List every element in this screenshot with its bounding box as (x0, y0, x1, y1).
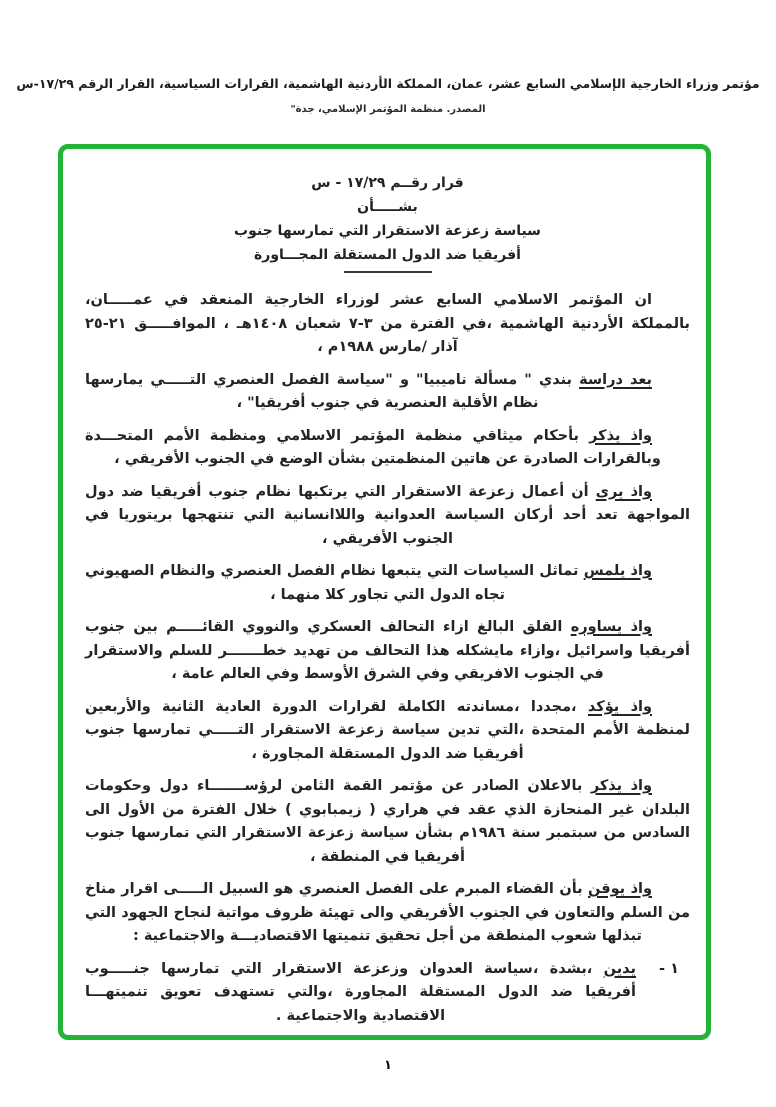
paragraph-lead: واذ يساوره (570, 619, 652, 635)
decree-paragraph (85, 775, 690, 869)
decree-paragraph (85, 878, 690, 949)
decree-border (58, 144, 711, 1040)
decree-paragraph (85, 425, 690, 472)
paragraph-text: ان المؤتمر الاسلامي السابع عشر لوزراء الخارجية المنعقد في عمـــــان، بالمملكة الأردنية الهاشمية ،في الفترة من ٣-٧ شعبان ١٤٠٨هـ ، الموافـــــق ٢١-٢٥ آذار /مارس ١٩٨٨م ، (85, 292, 690, 355)
decree-paragraph (85, 616, 690, 687)
page-number: ١ (384, 1058, 392, 1073)
decree-body (85, 289, 690, 1028)
citation-source: المصدر. منظمة المؤتمر الإسلامي، جدة" (290, 104, 486, 115)
paragraph-text: بأحكام ميثاقي منظمة المؤتمر الاسلامي ومنظمة الأمم المتحـــدة وبالقرارات الصادرة عن هاتين المنظمتين بشأن الوضع في الجنوب الأفريقي ، (85, 427, 661, 467)
paragraph-lead: واذ يلمس (583, 563, 652, 579)
decree-paragraph (85, 696, 690, 767)
title-underline (344, 271, 432, 273)
paragraph-text: بالاعلان الصادر عن مؤتمر القمة الثامن لرؤســـــــاء دول وحكومات البلدان غير المنحازة الذي عقد في هراري ( زيمبابوي ) خلال الفترة من الأول الى السادس من سبتمبر سنة ١٩٨٦م بشأن سياسة زعزعة الاستقرار التي تمارسها جنوب أفريقيا في المنطقة ، (85, 778, 691, 865)
paragraph-lead: بعد دراسة (579, 371, 652, 388)
decree-number-line: قرار رقــم ١٧/٢٩ - س (311, 175, 464, 191)
paragraph-text: القلق البالغ ازاء التحالف العسكري والنووي القائـــــم بين جنوب أفريقيا واسرائيل ،وازاء مايشكله هذا التحالف من تهديد خطـــــــر للسلم والاستقرار في الجنوب الافريقي وفي الشرق الأوسط وفي العالم عامة ، (85, 619, 690, 682)
paragraph-text: بأن القضاء المبرم على الفصل العنصري هو السبيل الـــــى اقرار مناخ من السلم والتعاون في الجنوب الأفريقي والى تهيئة ظروف مواتية لنجاح الجهود التي تبذلها شعوب المنطقة من أجل تحقيق تنميتها الاقتصاديـــة والاجتماعية : (85, 881, 690, 944)
paragraph-lead: واذ يوقن (588, 881, 652, 897)
operative-item (85, 958, 686, 1029)
paragraph-lead: واذ يذكر (589, 427, 652, 444)
citation-header: مؤتمر وزراء الخارجية الإسلامي السابع عشر، عمان، المملكة الأردنية الهاشمية، القرارات السياسية، القرار الرقم ١٧/٢٩-س (16, 76, 760, 91)
paragraph-text: ،مجددا ،مساندته الكاملة لقرارات الدورة العادية الثانية والأربعين لمنظمة الأمم المتحدة ،التي تدين سياسة زعزعة الاستقرار التـــــي تمارسها جنوب أفريقيا ضد الدول المستقلة المجاورة ، (85, 698, 690, 762)
item-number: ١ - (659, 960, 679, 977)
decree-title-block (85, 171, 690, 273)
item-text (85, 958, 636, 1029)
paragraph-text: بندي " مسألة ناميبيا" و "سياسة الفصل العنصري التـــــي يمارسها نظام الأقلية العنصرية في جنوب أفريقيا" ، (85, 371, 580, 411)
decree-subject-line1: سياسة زعزعة الاستقرار التي تمارسها جنوب (234, 223, 541, 239)
paragraph-text: تماثل السياسات التي يتبعها نظام الفصل العنصري والنظام الصهيوني تجاه الدول التي تجاور كلا منهما ، (85, 563, 584, 603)
item-lead: يدين (603, 960, 636, 977)
decree-paragraph (85, 289, 690, 360)
paragraph-lead: واذ يذكر (590, 778, 652, 794)
decree-paragraph (85, 369, 690, 416)
paragraph-lead: واذ يؤكد (587, 698, 652, 715)
decree-paragraph (85, 560, 690, 607)
paragraph-lead: واذ يرى (595, 483, 652, 500)
paragraph-text: أن أعمال زعزعة الاستقرار التي يرتكبها نظام جنوب أفريقيا ضد دول المواجهة تعد أحد أركان السياسة العدوانية واللاانسانية التي تنتهجها بريتوريا في الجنوب الأفريقي ، (85, 483, 690, 547)
decree-subject-word: بشـــــأن (357, 199, 418, 215)
decree-subject-line2: أفريقيا ضد الدول المستقلة المجـــاورة (254, 247, 521, 263)
item-rest: ،بشدة ،سياسة العدوان وزعزعة الاستقرار التي تمارسها جنـــــوب أفريقيا ضد الدول المستقلة المجاورة ،والتي تستهدف تعويق تنميتهـــا الاقتصادية والاجتماعية . (85, 960, 636, 1024)
decree-paragraph (85, 481, 690, 552)
